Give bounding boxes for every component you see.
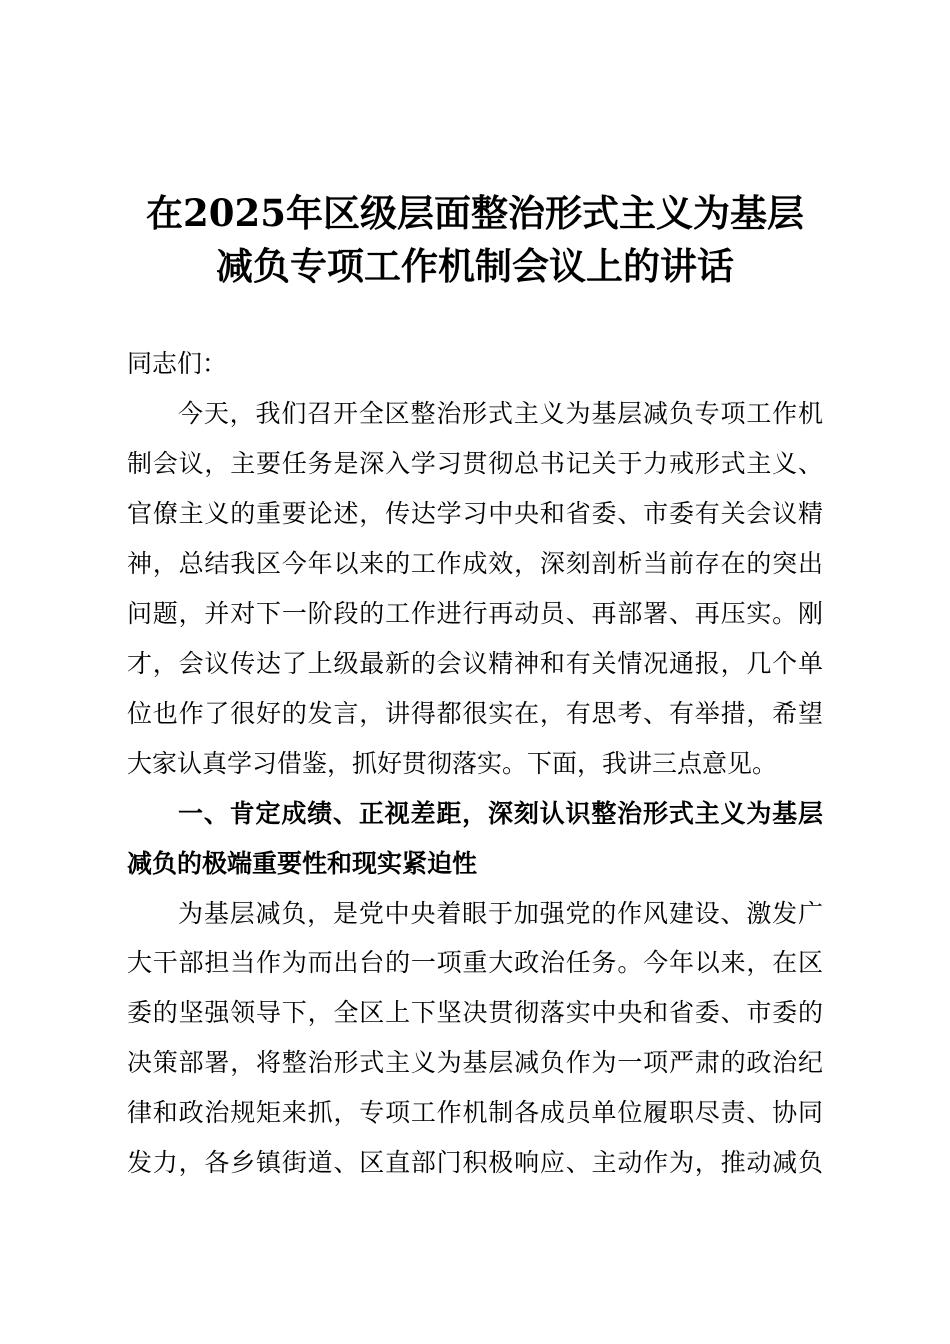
paragraph-line: 才，会议传达了上级最新的会议精神和有关情况通报，几个单: [127, 649, 823, 678]
paragraph-line: 位也作了很好的发言，讲得都很实在，有思考、有举措，希望: [127, 699, 823, 728]
salutation: 同志们：: [127, 349, 228, 378]
document-title-line-2: 减负专项工作机制会议上的讲话: [216, 244, 734, 288]
section-heading-line: 减负的极端重要性和现实紧迫性: [127, 849, 478, 878]
paragraph-line: 委的坚强领导下，全区上下坚决贯彻落实中央和省委、市委的: [127, 998, 823, 1027]
paragraph-line: 为基层减负，是党中央着眼于加强党的作风建设、激发广: [178, 899, 823, 928]
paragraph-line: 神，总结我区今年以来的工作成效，深刻剖析当前存在的突出: [127, 549, 823, 578]
paragraph-line: 决策部署，将整治形式主义为基层减负作为一项严肃的政治纪: [127, 1048, 823, 1077]
paragraph-line: 大干部担当作为而出台的一项重大政治任务。今年以来，在区: [127, 948, 823, 977]
section-heading-line: 一、肯定成绩、正视差距，深刻认识整治形式主义为基层: [178, 799, 823, 828]
paragraph-line: 今天，我们召开全区整治形式主义为基层减负专项工作机: [178, 399, 823, 428]
paragraph-line: 大家认真学习借鉴，抓好贯彻落实。下面，我讲三点意见。: [127, 749, 778, 778]
paragraph-line: 发力，各乡镇街道、区直部门积极响应、主动作为，推动减负: [127, 1148, 823, 1177]
paragraph-line: 律和政治规矩来抓，专项工作机制各成员单位履职尽责、协同: [127, 1098, 823, 1127]
document-title-line-1: 在2025年区级层面整治形式主义为基层: [146, 191, 804, 235]
paragraph-line: 问题，并对下一阶段的工作进行再动员、再部署、再压实。刚: [127, 599, 823, 628]
paragraph-line: 官僚主义的重要论述，传达学习中央和省委、市委有关会议精: [127, 499, 823, 528]
paragraph-line: 制会议，主要任务是深入学习贯彻总书记关于力戒形式主义、: [127, 449, 823, 478]
